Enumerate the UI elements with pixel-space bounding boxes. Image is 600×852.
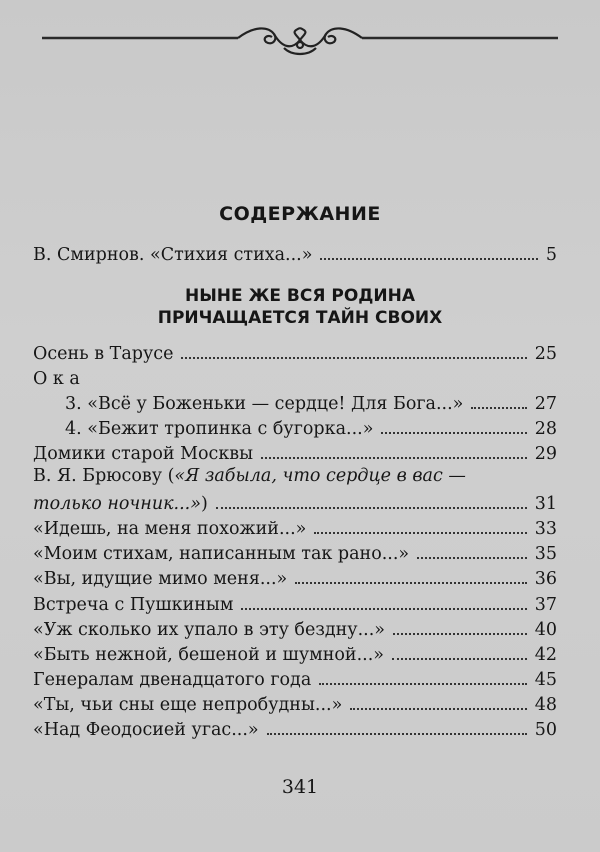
entry-page: 29	[534, 444, 557, 464]
toc-entry	[33, 690, 557, 716]
dot-leader	[471, 407, 526, 409]
entry-title: Генералам двенадцатого года	[33, 670, 312, 690]
dot-leader	[267, 733, 527, 735]
entry-title: Домики старой Москвы	[33, 444, 254, 464]
entry-page: 28	[534, 419, 557, 439]
dot-leader	[295, 582, 526, 584]
toc-entry	[33, 564, 557, 590]
entry-page: 33	[534, 519, 557, 539]
section-heading-line: НЫНЕ ЖЕ ВСЯ РОДИНА	[184, 286, 416, 306]
dot-leader	[181, 357, 526, 359]
toc-entry	[33, 539, 557, 565]
page-title: СОДЕРЖАНИЕ	[219, 203, 381, 225]
entry-title: В. Смирнов. «Стихия стиха...»	[33, 245, 313, 265]
section-heading	[0, 285, 600, 329]
entry-page: 45	[534, 670, 557, 690]
toc-entry	[33, 489, 557, 515]
dot-leader	[393, 633, 527, 635]
entry-page: 31	[534, 494, 557, 514]
entry-title: 3. «Всё у Боженьки — сердце! Для Бога...»	[65, 394, 464, 414]
entry-page: 35	[534, 544, 557, 564]
entry-title-italic: только ночник...»	[33, 494, 201, 514]
entry-title: «Идешь, на меня похожий...»	[33, 519, 307, 539]
toc-entry	[65, 414, 557, 440]
entry-page: 25	[534, 344, 557, 364]
entry-page: 50	[534, 720, 557, 740]
dot-leader	[350, 708, 526, 710]
toc-entry	[33, 665, 557, 691]
section-heading-line: ПРИЧАЩАЕТСЯ ТАЙН СВОИХ	[157, 308, 443, 328]
dot-leader	[417, 557, 527, 559]
toc-entry-first-line	[33, 465, 466, 487]
toc-entry	[33, 640, 557, 666]
dot-leader	[216, 507, 527, 509]
dot-leader	[241, 608, 526, 610]
toc-entry	[33, 364, 557, 390]
dot-leader	[314, 532, 526, 534]
toc-entry	[33, 590, 557, 616]
entry-page: 36	[534, 569, 557, 589]
dot-leader	[319, 683, 526, 685]
dot-leader	[381, 432, 526, 434]
entry-title: «Моим стихам, написанным так рано...»	[33, 544, 410, 564]
entry-title: О к а	[33, 369, 80, 389]
page-number: 341	[281, 776, 319, 798]
entry-page: 5	[545, 245, 557, 265]
entry-page: 37	[534, 595, 557, 615]
dot-leader	[261, 457, 527, 459]
dot-leader	[320, 258, 537, 260]
toc-entry	[33, 615, 557, 641]
toc-entry	[33, 514, 557, 540]
entry-title: «Над Феодосией угас...»	[33, 720, 259, 740]
entry-page: 48	[534, 695, 557, 715]
entry-title: «Вы, идущие мимо меня...»	[33, 569, 288, 589]
entry-title: «Ты, чьи сны еще непробудны...»	[33, 695, 343, 715]
entry-title: Осень в Тарусе	[33, 344, 174, 364]
toc-entry	[33, 339, 557, 365]
header-ornament	[42, 18, 558, 62]
entry-page: 40	[534, 620, 557, 640]
entry-page: 42	[534, 645, 557, 665]
entry-title: «Быть нежной, бешеной и шумной...»	[33, 645, 384, 665]
entry-title-italic: «Я забыла, что сердце в вас —	[174, 466, 466, 486]
entry-title: Встреча с Пушкиным	[33, 595, 234, 615]
entry-title: «Уж сколько их упало в эту бездну...»	[33, 620, 385, 640]
entry-title: )	[200, 494, 208, 514]
toc-entry	[65, 389, 557, 415]
toc-entry	[33, 715, 557, 741]
entry-title: 4. «Бежит тропинка с бугорка...»	[65, 419, 374, 439]
entry-page: 27	[534, 394, 557, 414]
toc-entry	[33, 439, 557, 465]
toc-entry	[33, 240, 557, 266]
dot-leader	[392, 658, 527, 660]
entry-title: В. Я. Брюсову (	[33, 466, 175, 486]
